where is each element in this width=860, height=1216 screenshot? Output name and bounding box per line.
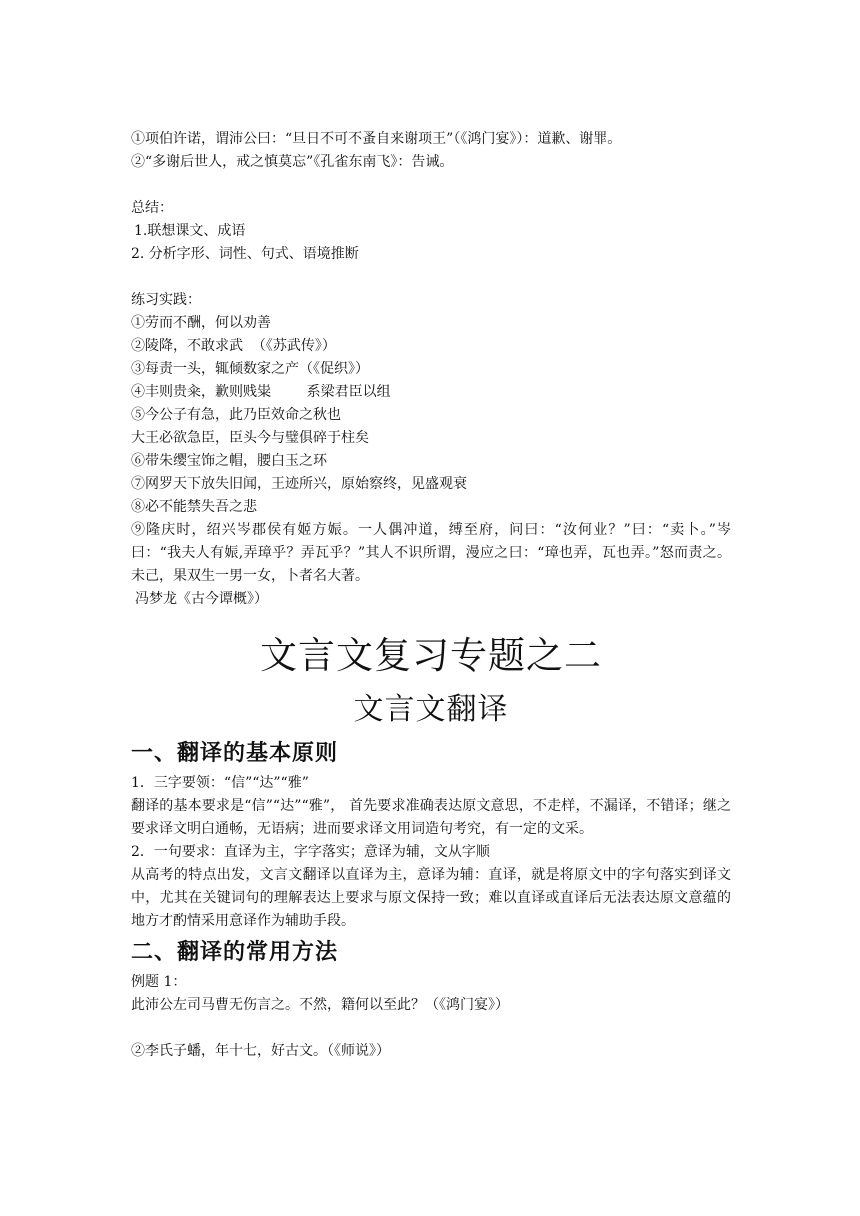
section-item-title: 2．一句要求：直译为主，字字落实；意译为辅，文从字顺 xyxy=(131,844,490,860)
example-line: 此沛公左司马曹无伤言之。不然，籍何以至此？（《鸿门宴》） xyxy=(131,997,509,1013)
practice-item: ④丰则贵籴，歉则贱粜 系梁君臣以组 xyxy=(131,384,391,400)
document-line: ①项伯许诺，谓沛公曰：“旦日不可不蚤自来谢项王”（《鸿门宴》）：道歉、谢罪。 xyxy=(131,131,622,147)
section-paragraph: 从高考的特点出发，文言文翻译以直译为主，意译为辅：直译，就是将原文中的字句落实到译文中，尤其在关键词句的理解表达上要求与原文保持一致；难以直译或直译后无法表达原文意蕴的地方才酌情采用意译作为辅助手段。 xyxy=(131,867,731,929)
section-item-title: 1．三字要领：“信”“达”“雅” xyxy=(131,775,309,791)
document-line: ②“多谢后世人，戒之慎莫忘”《孔雀东南飞》：告诫。 xyxy=(131,154,454,170)
blank-line xyxy=(131,174,731,197)
practice-item: ⑤今公子有急，此乃臣效命之秋也 xyxy=(131,407,341,423)
practice-item: ③每责一头，辄倾数家之产（《促织》） xyxy=(131,361,369,377)
summary-item: 2. 分析字形、词性、句式、语境推断 xyxy=(131,246,359,262)
document-content xyxy=(131,128,731,1063)
practice-long-paragraph: ⑨隆庆时，绍兴岑郡侯有姬方娠。一人偶冲道，缚至府，问曰：“汝何业？”曰：“卖卜。”岑曰：“我夫人有娠,弄璋乎？弄瓦乎？”其人不识所谓，漫应之曰：“璋也弄，瓦也弄。”怒而责之。未己，果双生一男一女，卜者名大著。 xyxy=(131,522,731,584)
section-heading: 一、翻译的基本原则 xyxy=(131,740,339,766)
practice-item: ②陵降，不敢求武 （《苏武传》） xyxy=(131,338,336,354)
summary-item: 1.联想课文、成语 xyxy=(134,223,246,239)
practice-source: 冯梦龙《古今谭概》） xyxy=(135,591,268,607)
practice-item: ⑥带朱缨宝饰之帽，腰白玉之环 xyxy=(131,453,327,469)
sub-title: 文言文翻译 xyxy=(353,692,509,727)
main-title: 文言文复习专题之二 xyxy=(260,634,602,677)
practice-item: 大王必欲急臣，臣头今与璧俱碎于柱矣 xyxy=(131,430,369,446)
example-label: 例题 1： xyxy=(131,974,187,990)
blank-line xyxy=(131,266,731,289)
summary-title: 总结： xyxy=(131,200,173,216)
practice-item: ⑧必不能禁失吾之悲 xyxy=(131,499,257,515)
practice-item: ⑦网罗天下放失旧闻，王迹所兴，原始察终，见盛观衰 xyxy=(131,476,467,492)
example-line: ②李氏子蟠，年十七，好古文。（《师说》） xyxy=(131,1043,390,1059)
practice-title: 练习实践： xyxy=(131,292,201,308)
blank-line xyxy=(131,1017,731,1040)
section-paragraph: 翻译的基本要求是“信”“达”“雅”， 首先要求准确表达原文意思，不走样，不漏译，不错译；继之要求译文明白通畅，无语病；进而要求译文用词造句考究，有一定的文采。 xyxy=(131,798,731,837)
section-heading: 二、翻译的常用方法 xyxy=(131,939,339,965)
practice-item: ①劳而不酬，何以劝善 xyxy=(131,315,271,331)
